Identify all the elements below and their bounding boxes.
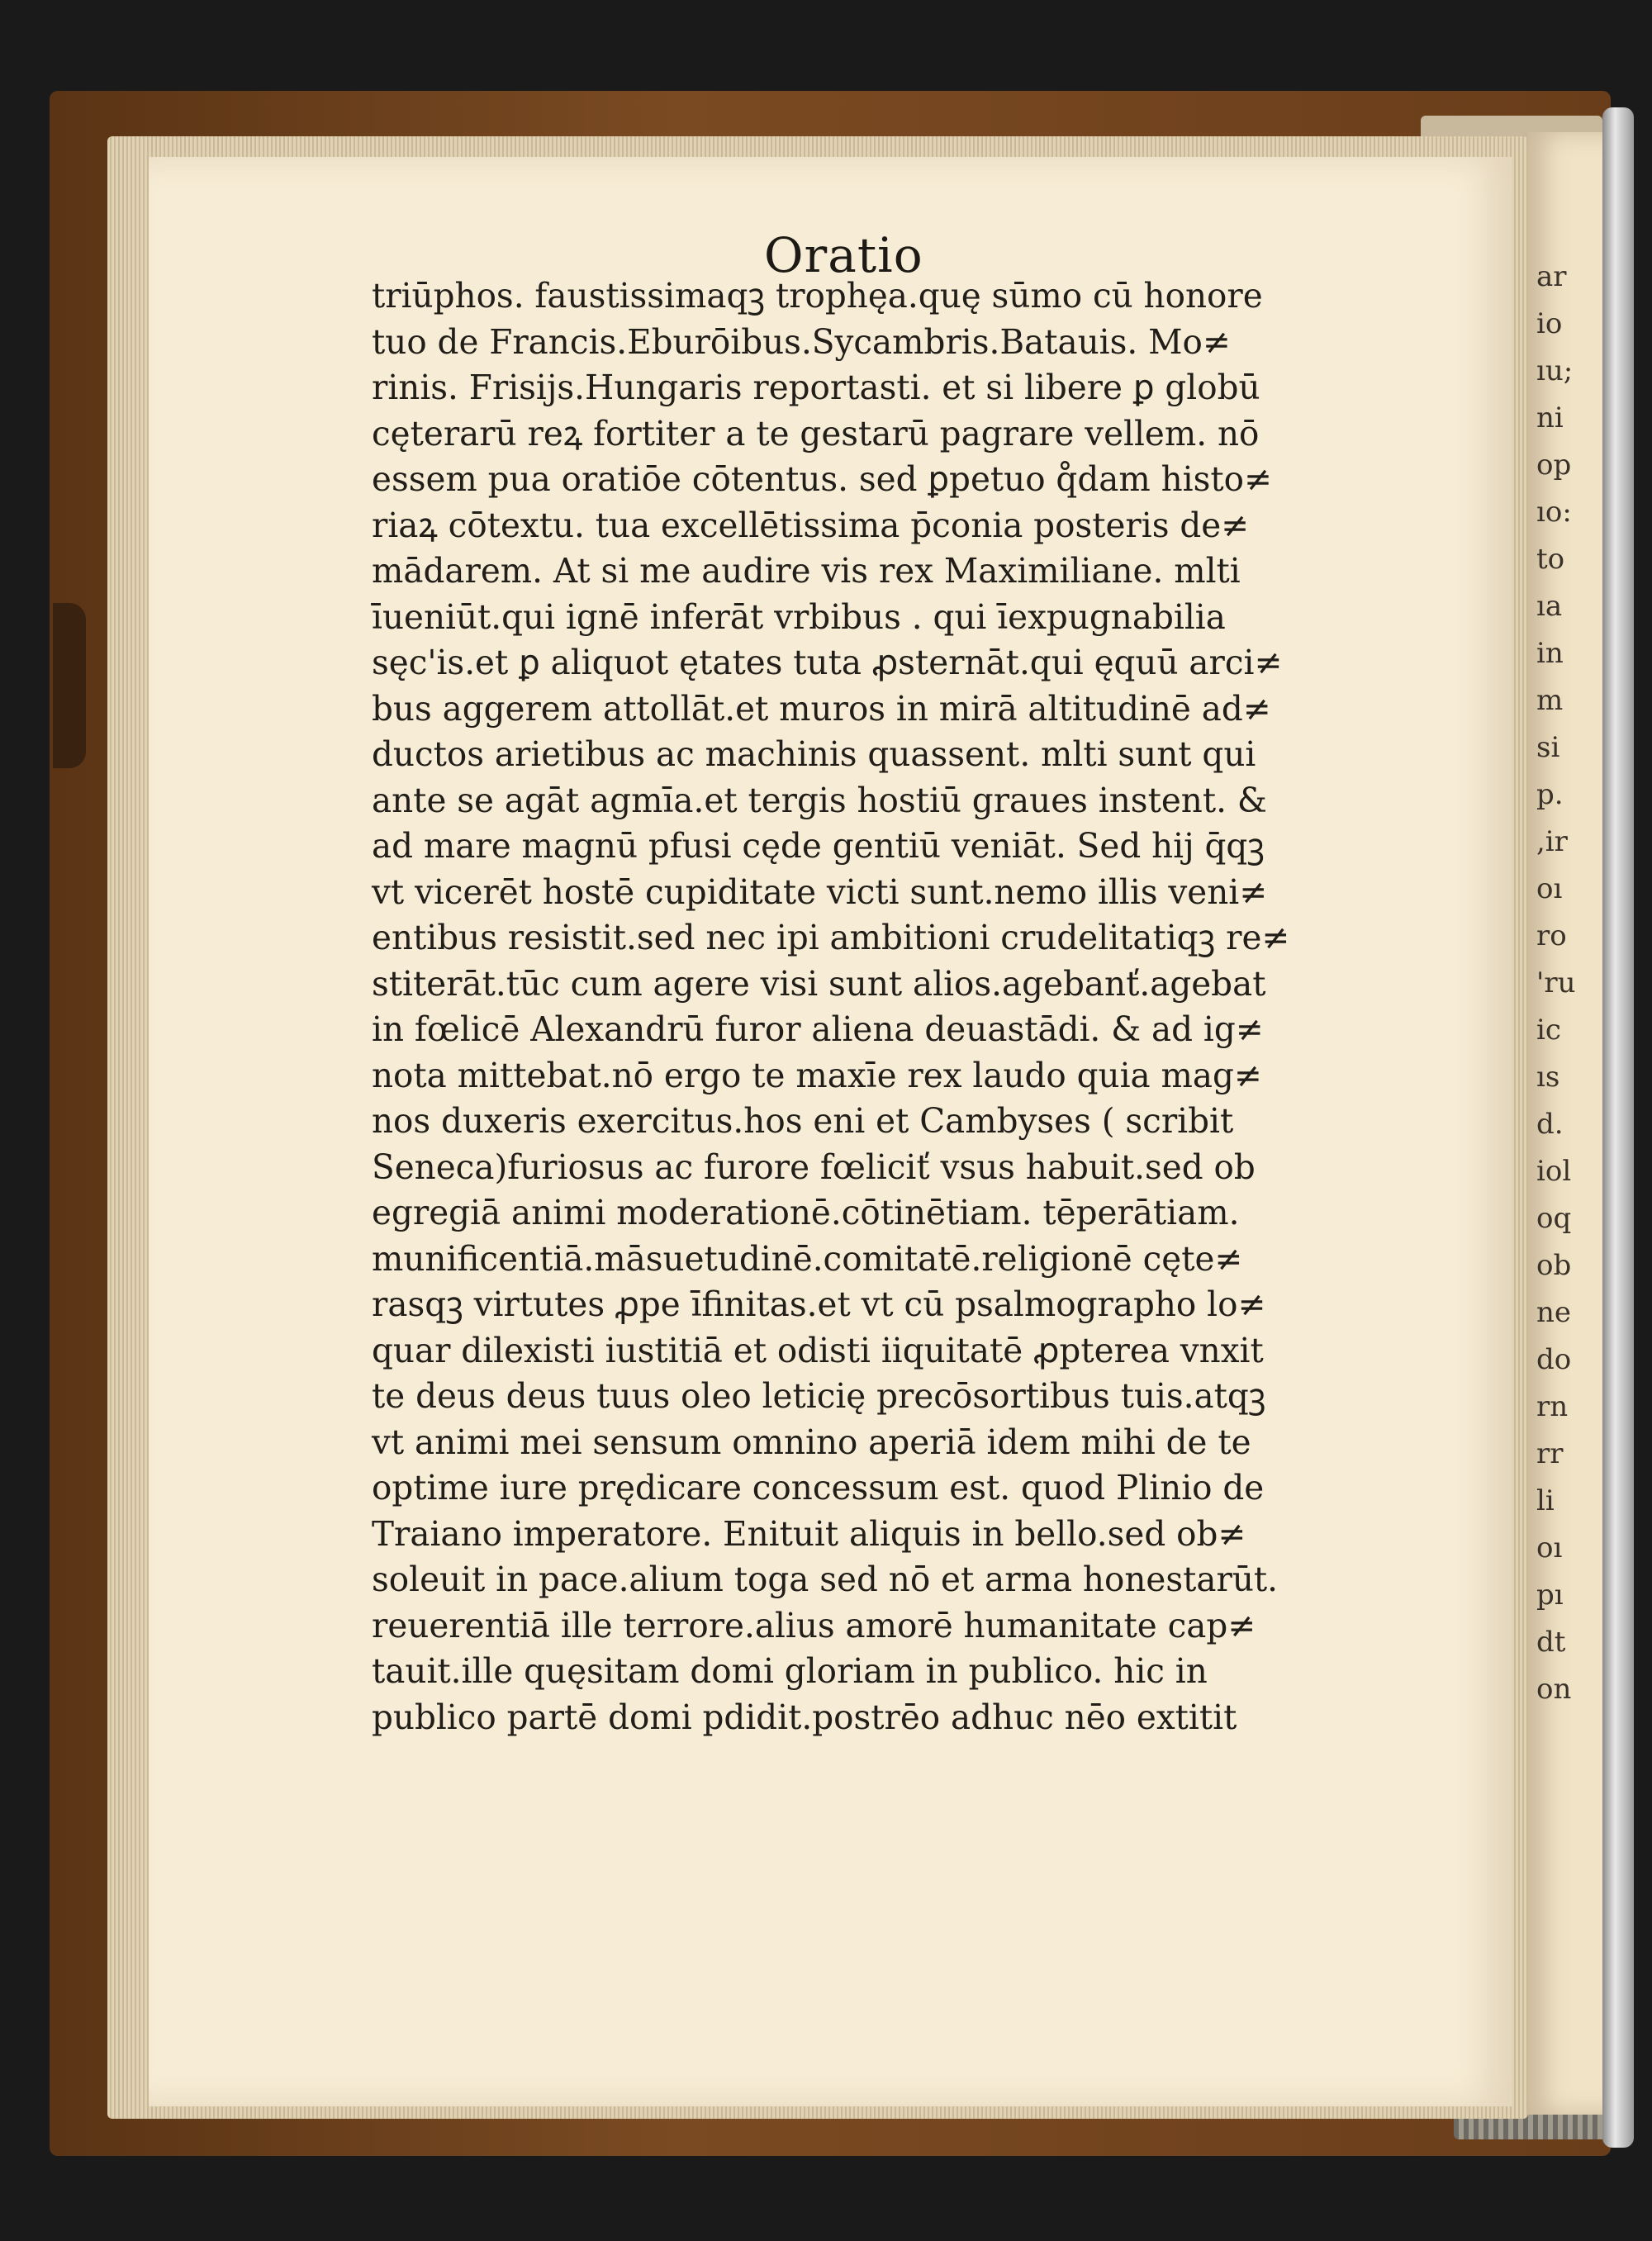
text-line: vt vicerēt hostē cupiditate victi sunt.nemo illis veni≠ bbox=[372, 871, 1268, 912]
facing-page-fragment: ıs bbox=[1536, 1061, 1560, 1094]
facing-page-fragment: oı bbox=[1536, 872, 1563, 905]
binding-notch bbox=[53, 603, 86, 768]
text-line: cęterarū reꝝ fortiter a te gestarū pagrare vellem. nō bbox=[372, 412, 1260, 453]
text-line: ante se agāt agmīa.et tergis hostiū graues instent. & bbox=[372, 779, 1267, 820]
text-line: bus aggerem attollāt.et muros in mirā altitudinē ad≠ bbox=[372, 687, 1271, 729]
text-line: stiterāt.tūc cum agere visi sunt alios.agebanť.agebat bbox=[372, 962, 1266, 1004]
text-line: essem pua oratiōe cōtentus. sed ꝑpetuo q̊dam histo≠ bbox=[372, 458, 1272, 499]
text-line: tuo de Francis.Eburōibus.Sycambris.Batauis. Mo≠ bbox=[372, 320, 1231, 362]
facing-page-fragment: io bbox=[1536, 307, 1563, 340]
text-line: tauit.ille quęsitam domi gloriam in publico. hic in bbox=[372, 1650, 1208, 1691]
text-line: publico partē domi pdidit.postrēo adhuc nēo extitit bbox=[372, 1696, 1237, 1737]
facing-page-fragment: pı bbox=[1536, 1579, 1564, 1612]
text-line: sęc'is.et ꝑ aliquot ętates tuta ꝓsternāt.qui ęquū arci≠ bbox=[372, 642, 1283, 682]
facing-page-fragment: d. bbox=[1536, 1108, 1564, 1141]
facing-page-fragment: ic bbox=[1536, 1014, 1561, 1047]
facing-page-fragment: ,ir bbox=[1536, 825, 1568, 858]
facing-page-fragment: do bbox=[1536, 1343, 1572, 1376]
text-line: vt animi mei sensum omnino aperiā idem mihi de te bbox=[372, 1421, 1251, 1462]
text-line: ad mare magnū pfusi cęde gentiū veniāt. Sed hij q̄qꝫ bbox=[372, 825, 1265, 866]
text-line: rinis. Frisijs.Hungaris reportasti. et si libere ꝑ globū bbox=[372, 367, 1260, 407]
facing-page-fragment: iol bbox=[1536, 1155, 1572, 1188]
text-line: munificentiā.māsuetudinē.comitatē.religionē cęte≠ bbox=[372, 1237, 1243, 1279]
facing-page-fragment: ob bbox=[1536, 1249, 1572, 1282]
facing-page-fragment: ni bbox=[1536, 401, 1564, 434]
page-heading: Oratio bbox=[764, 227, 923, 283]
facing-page-fragment: ıu; bbox=[1536, 354, 1574, 387]
facing-page-fragment: op bbox=[1536, 449, 1572, 482]
facing-page-fragment: ne bbox=[1536, 1296, 1572, 1329]
facing-page-fragment: rr bbox=[1536, 1437, 1564, 1470]
facing-page-fragment: oı bbox=[1536, 1531, 1563, 1564]
facing-page-fragment: ıo: bbox=[1536, 496, 1572, 529]
book-clamp bbox=[1602, 107, 1634, 2148]
text-line: te deus deus tuus oleo leticię precōsortibus tuis.atqꝫ bbox=[372, 1375, 1266, 1416]
facing-page-fragment: oq bbox=[1536, 1202, 1572, 1235]
facing-page-fragment: dt bbox=[1536, 1626, 1566, 1659]
text-line: entibus resistit.sed nec ipi ambitioni crudelitatiqꝫ re≠ bbox=[372, 917, 1290, 957]
facing-page-fragment: si bbox=[1536, 731, 1560, 764]
text-line: Traiano imperatore. Enituit aliquis in bello.sed ob≠ bbox=[372, 1512, 1246, 1554]
text-line: īueniūt.qui ignē inferāt vrbibus . qui īexpugnabilia bbox=[372, 596, 1226, 637]
text-line: Seneca)furiosus ac furore fœliciť vsus habuit.sed ob bbox=[372, 1146, 1256, 1187]
facing-page-fragment: 'ru bbox=[1536, 966, 1576, 999]
facing-page-fragment: to bbox=[1536, 543, 1565, 576]
facing-page-fragment: rn bbox=[1536, 1390, 1569, 1423]
facing-page-fragment: m bbox=[1536, 684, 1564, 717]
facing-page-fragment: in bbox=[1536, 637, 1564, 670]
facing-page-fragment: li bbox=[1536, 1484, 1555, 1517]
text-line: quar dilexisti iustitiā et odisti iiquitatē ꝓpterea vnxit bbox=[372, 1329, 1264, 1370]
text-line: in fœlicē Alexandrū furor aliena deuastādi. & ad ig≠ bbox=[372, 1009, 1264, 1049]
text-line: nos duxeris exercitus.hos eni et Cambyses ( scribit bbox=[372, 1100, 1234, 1141]
text-line: optime iure prędicare concessum est. quod Plinio de bbox=[372, 1467, 1265, 1507]
text-line: egregiā animi moderationē.cōtinētiam. tēperātiam. bbox=[372, 1192, 1240, 1232]
text-line: reuerentiā ille terrore.alius amorē humanitate cap≠ bbox=[372, 1604, 1256, 1645]
facing-page-fragment: p. bbox=[1536, 778, 1564, 811]
body-text bbox=[372, 273, 1363, 1740]
text-line: nota mittebat.nō ergo te maxīe rex laudo quia mag≠ bbox=[372, 1054, 1262, 1095]
facing-page-fragment: ar bbox=[1536, 260, 1567, 293]
text-line: rasqꝫ virtutes ꝓpe īfinitas.et vt cū psalmographo lo≠ bbox=[372, 1284, 1266, 1324]
facing-page-fragment: on bbox=[1536, 1673, 1572, 1706]
text-line: soleuit in pace.alium toga sed nō et arma honestarūt. bbox=[372, 1559, 1279, 1599]
text-line: riaꝝ cōtextu. tua excellētissima p̄conia posteris de≠ bbox=[372, 504, 1250, 545]
text-line: triūphos. faustissimaqꝫ trophęa.quę sūmo cū honore bbox=[372, 275, 1263, 316]
text-line: mādarem. At si me audire vis rex Maximiliane. mlti bbox=[372, 550, 1241, 591]
facing-page-fragment: ro bbox=[1536, 919, 1567, 952]
text-line: ductos arietibus ac machinis quassent. mlti sunt qui bbox=[372, 734, 1256, 774]
facing-page-fragment: ıa bbox=[1536, 590, 1563, 623]
